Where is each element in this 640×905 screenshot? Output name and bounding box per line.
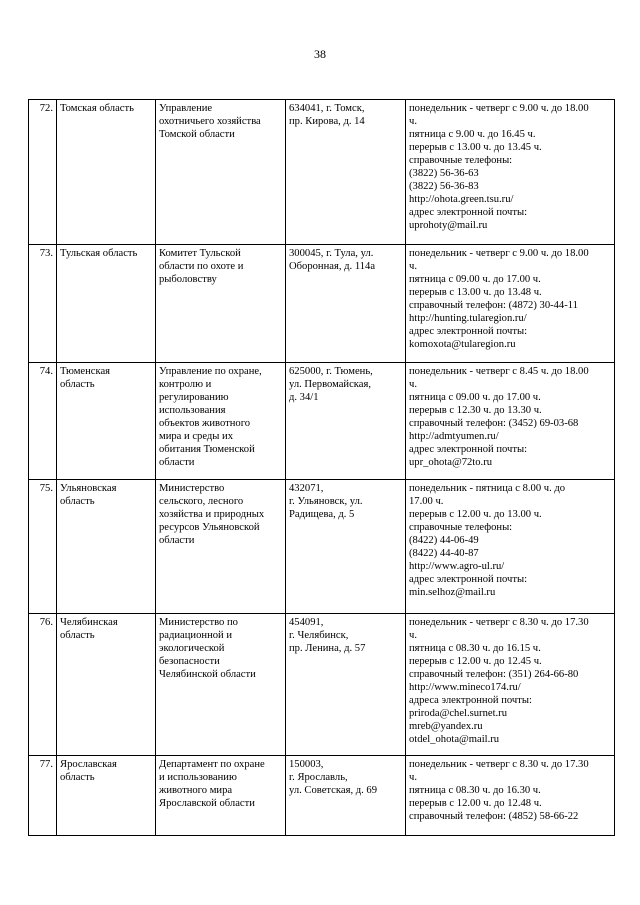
contact-info-cell-line: (3822) 56-36-83: [409, 181, 479, 193]
contact-info-cell-line: http://hunting.tularegion.ru/: [409, 313, 527, 325]
contact-info-cell-line: priroda@chel.surnet.ru: [409, 708, 508, 720]
region-cell: [57, 245, 156, 363]
organization-cell-line: объектов животного: [159, 418, 251, 430]
table-row: [29, 100, 615, 245]
organization-cell-line: безопасности: [159, 656, 220, 668]
table-row: [29, 480, 615, 614]
contact-info-cell-line: перерыв с 12.00 ч. до 13.00 ч.: [409, 509, 542, 521]
contact-info-cell: [406, 100, 615, 245]
contact-info-cell-line: перерыв с 12.00 ч. до 12.48 ч.: [409, 798, 542, 810]
contact-info-cell-line: min.selhoz@mail.ru: [409, 587, 496, 599]
organization-cell-line: регулированию: [159, 392, 229, 404]
organization-cell-line: Управление: [159, 103, 213, 114]
region-cell-line: Челябинская: [60, 617, 118, 628]
contact-info-cell-line: пятница с 09.00 ч. до 17.00 ч.: [409, 392, 541, 404]
organization-cell-line: Управление по охране,: [159, 366, 262, 377]
contact-info-cell-line: справочные телефоны:: [409, 155, 513, 167]
address-cell-line: Радищева, д. 5: [289, 509, 355, 521]
table-row: [29, 363, 615, 480]
region-cell: [57, 756, 156, 836]
contact-info-cell-line: upr_ohota@72to.ru: [409, 457, 493, 469]
organization-cell-line: Комитет Тульской: [159, 248, 241, 259]
organization-cell: [156, 480, 286, 614]
organization-cell-line: контролю и: [159, 379, 212, 391]
contact-info-cell-line: понедельник - четверг с 8.30 ч. до 17.30: [409, 759, 589, 770]
contact-info-cell: [406, 480, 615, 614]
contact-info-cell-line: (8422) 44-06-49: [409, 535, 479, 547]
organization-cell-line: сельского, лесного: [159, 496, 244, 508]
contact-info-cell-line: ч.: [409, 379, 417, 391]
contact-info-cell-line: uprohoty@mail.ru: [409, 220, 488, 232]
contact-info-cell-line: понедельник - пятница с 8.00 ч. до: [409, 483, 566, 494]
contact-info-cell-line: перерыв с 12.00 ч. до 12.45 ч.: [409, 656, 542, 668]
directory-table-body: [29, 100, 615, 836]
organization-cell-line: хозяйства и природных: [159, 509, 265, 521]
contact-info-cell-line: адрес электронной почты:: [409, 207, 528, 219]
organization-cell-line: Челябинской области: [159, 669, 256, 681]
organization-cell: [156, 363, 286, 480]
region-cell-line: область: [60, 379, 95, 391]
organization-cell: [156, 614, 286, 756]
contact-info-cell-line: http://ohota.green.tsu.ru/: [409, 194, 514, 206]
region-cell-line: Ульяновская: [60, 483, 117, 494]
contact-info-cell-line: справочный телефон: (4872) 30-44-11: [409, 300, 578, 312]
contact-info-cell-line: адрес электронной почты:: [409, 444, 528, 456]
contact-info-cell-line: справочный телефон: (3452) 69-03-68: [409, 418, 579, 430]
contact-info-cell: [406, 245, 615, 363]
organization-cell-line: области по охоте и: [159, 261, 244, 273]
contact-info-cell-line: otdel_ohota@mail.ru: [409, 734, 500, 746]
region-cell: [57, 363, 156, 480]
contact-info-cell-line: пятница с 09.00 ч. до 17.00 ч.: [409, 274, 541, 286]
organization-cell-line: Министерство: [159, 483, 225, 494]
address-cell-line: ул. Первомайская,: [289, 379, 372, 391]
contact-info-cell-line: адреса электронной почты:: [409, 695, 532, 707]
organization-cell-line: и использованию: [159, 772, 237, 784]
contact-info-cell-line: справочные телефоны:: [409, 522, 513, 534]
contact-info-cell-line: справочный телефон: (4852) 58-66-22: [409, 811, 579, 823]
organization-cell-line: области: [159, 457, 195, 469]
contact-info-cell-line: http://www.mineco174.ru/: [409, 682, 521, 694]
address-cell-line: 454091,: [289, 617, 324, 628]
region-cell-line: область: [60, 496, 95, 508]
contact-info-cell-line: понедельник - четверг с 8.30 ч. до 17.30: [409, 617, 589, 628]
address-cell-line: пр. Ленина, д. 57: [289, 643, 366, 655]
address-cell-line: ул. Советская, д. 69: [289, 785, 378, 797]
contact-info-cell: [406, 756, 615, 836]
contact-info-cell-line: ч.: [409, 116, 417, 128]
table-row: [29, 245, 615, 363]
directory-table: [28, 99, 615, 836]
address-cell: [286, 614, 406, 756]
region-cell-line: Томская область: [60, 103, 134, 114]
organization-cell-line: рыболовству: [159, 274, 217, 286]
address-cell-line: 625000, г. Тюмень,: [289, 366, 373, 377]
region-cell-line: Тюменская: [60, 366, 111, 377]
contact-info-cell-line: адрес электронной почты:: [409, 574, 528, 586]
address-cell-line: 300045, г. Тула, ул.: [289, 248, 374, 259]
region-cell-line: Тульская область: [60, 248, 138, 259]
contact-info-cell-line: справочный телефон: (351) 264-66-80: [409, 669, 579, 681]
address-cell-line: г. Ярославль,: [289, 772, 348, 784]
organization-cell-line: ресурсов Ульяновской: [159, 522, 260, 534]
address-cell-line: д. 34/1: [289, 392, 319, 404]
contact-info-cell-line: понедельник - четверг с 8.45 ч. до 18.00: [409, 366, 589, 377]
contact-info-cell-line: пятница с 08.30 ч. до 16.15 ч.: [409, 643, 541, 655]
organization-cell-line: мира и среды их: [159, 431, 234, 443]
contact-info-cell-line: пятница с 9.00 ч. до 16.45 ч.: [409, 129, 536, 141]
organization-cell-line: Томской области: [159, 129, 235, 141]
address-cell-line: пр. Кирова, д. 14: [289, 116, 365, 128]
row-number: 73.: [29, 245, 57, 363]
page-number: 38: [314, 47, 326, 61]
contact-info-cell: [406, 363, 615, 480]
contact-info-cell-line: адрес электронной почты:: [409, 326, 528, 338]
address-cell-line: г. Ульяновск, ул.: [289, 496, 363, 508]
table-row: [29, 756, 615, 836]
organization-cell-line: экологической: [159, 643, 225, 655]
contact-info-cell-line: 17.00 ч.: [409, 496, 444, 508]
organization-cell-line: животного мира: [159, 785, 233, 797]
organization-cell-line: использования: [159, 405, 226, 417]
contact-info-cell-line: перерыв с 13.00 ч. до 13.48 ч.: [409, 287, 542, 299]
organization-cell-line: охотничьего хозяйства: [159, 116, 261, 128]
contact-info-cell-line: http://www.agro-ul.ru/: [409, 561, 505, 573]
address-cell-line: Оборонная, д. 114а: [289, 261, 376, 273]
organization-cell: [156, 245, 286, 363]
organization-cell: [156, 100, 286, 245]
contact-info-cell-line: http://admtyumen.ru/: [409, 431, 499, 443]
contact-info-cell-line: mreb@yandex.ru: [409, 721, 483, 733]
row-number: 74.: [29, 363, 57, 480]
contact-info-cell-line: понедельник - четверг с 9.00 ч. до 18.00: [409, 103, 589, 114]
contact-info-cell-line: перерыв с 13.00 ч. до 13.45 ч.: [409, 142, 542, 154]
contact-info-cell-line: ч.: [409, 261, 417, 273]
organization-cell-line: Министерство по: [159, 617, 238, 628]
contact-info-cell-line: ч.: [409, 630, 417, 642]
address-cell-line: г. Челябинск,: [289, 630, 349, 642]
organization-cell-line: Департамент по охране: [159, 759, 265, 770]
region-cell: [57, 480, 156, 614]
contact-info-cell-line: понедельник - четверг с 9.00 ч. до 18.00: [409, 248, 589, 259]
row-number: 77.: [29, 756, 57, 836]
address-cell-line: 150003,: [289, 759, 324, 770]
address-cell: [286, 480, 406, 614]
organization-cell-line: обитания Тюменской: [159, 444, 255, 456]
contact-info-cell-line: пятница с 08.30 ч. до 16.30 ч.: [409, 785, 541, 797]
region-cell-line: область: [60, 630, 95, 642]
address-cell: [286, 363, 406, 480]
contact-info-cell: [406, 614, 615, 756]
contact-info-cell-line: перерыв с 12.30 ч. до 13.30 ч.: [409, 405, 542, 417]
region-cell: [57, 100, 156, 245]
row-number: 75.: [29, 480, 57, 614]
contact-info-cell-line: (8422) 44-40-87: [409, 548, 479, 560]
region-cell-line: область: [60, 772, 95, 784]
contact-info-cell-line: komoxota@tularegion.ru: [409, 339, 516, 351]
table-row: [29, 614, 615, 756]
contact-info-cell-line: (3822) 56-36-63: [409, 168, 479, 180]
address-cell: [286, 756, 406, 836]
address-cell: [286, 245, 406, 363]
organization-cell-line: области: [159, 535, 195, 547]
organization-cell-line: радиационной и: [159, 630, 233, 642]
region-cell-line: Ярославская: [60, 759, 117, 770]
organization-cell-line: Ярославской области: [159, 798, 255, 810]
contact-info-cell-line: ч.: [409, 772, 417, 784]
region-cell: [57, 614, 156, 756]
row-number: 76.: [29, 614, 57, 756]
row-number: 72.: [29, 100, 57, 245]
address-cell: [286, 100, 406, 245]
organization-cell: [156, 756, 286, 836]
address-cell-line: 432071,: [289, 483, 324, 494]
address-cell-line: 634041, г. Томск,: [289, 103, 365, 114]
